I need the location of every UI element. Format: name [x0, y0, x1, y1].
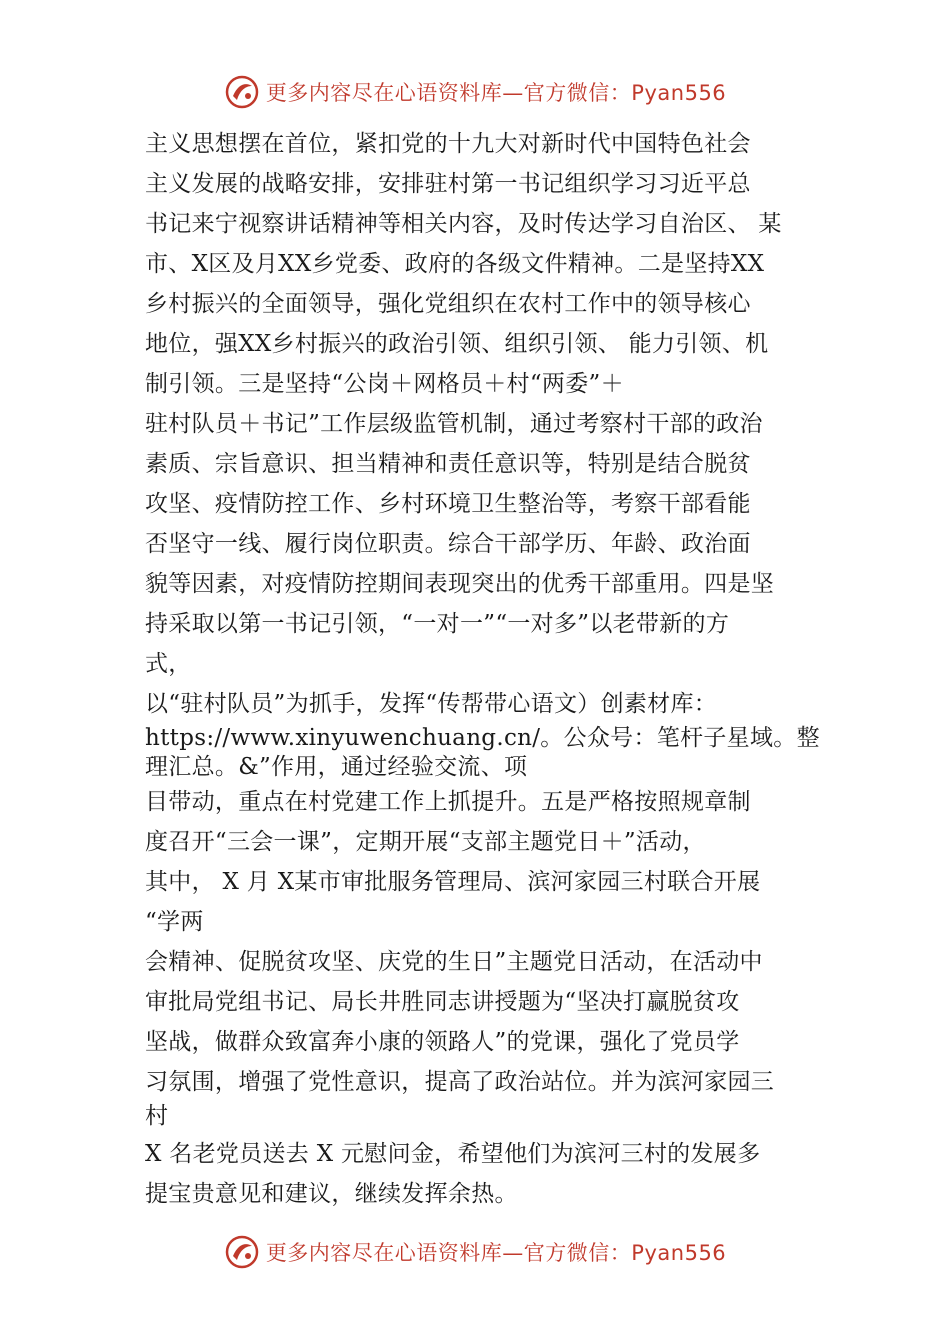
paragraph-line: 度召开“三会一课”，定期开展“支部主题党日＋”活动， — [145, 829, 706, 855]
paragraph-line: 否坚守一线、履行岗位职责。综合干部学历、年龄、政治面 — [145, 531, 751, 557]
paragraph-line: 理汇总。&”作用，通过经验交流、项 — [145, 754, 528, 780]
header-banner — [0, 72, 950, 112]
paragraph-line: 坚战，做群众致富奔小康的领路人”的党课，强化了党员学 — [145, 1029, 740, 1055]
paragraph-line: 乡村振兴的全面领导，强化党组织在农村工作中的领导核心 — [145, 291, 751, 317]
paragraph-line: 以“驻村队员”为抓手，发挥“传帮带心语文）创素材库： — [145, 691, 718, 717]
brand-logo-icon — [224, 1234, 260, 1270]
paragraph-line: “学两 — [145, 909, 204, 935]
paragraph-line: 主义思想摆在首位，紧扣党的十九大对新时代中国特色社会 — [145, 131, 751, 157]
paragraph-line: 市、X区及月XX乡党委、政府的各级文件精神。二是坚持XX — [145, 251, 765, 277]
footer-banner — [0, 1232, 950, 1272]
paragraph-line: 驻村队员＋书记”工作层级监管机制，通过考察村干部的政治 — [145, 411, 763, 437]
paragraph-line: https://www.xinyuwenchuang.cn/。公众号：笔杆子星域。整 — [145, 725, 820, 751]
banner-text: 更多内容尽在心语资料库—官方微信：Pyan556 — [265, 1241, 727, 1265]
paragraph-line: 持采取以第一书记引领，“一对一”“一对多”以老带新的方 — [145, 611, 730, 637]
paragraph-line: 提宝贵意见和建议，继续发挥余热。 — [145, 1181, 518, 1207]
paragraph-line: 目带动，重点在村党建工作上抓提升。五是严格按照规章制 — [145, 789, 751, 815]
paragraph-line: 攻坚、疫情防控工作、乡村环境卫生整治等，考察干部看能 — [145, 491, 751, 517]
paragraph-line: 习氛围，增强了党性意识，提高了政治站位。并为滨河家园三 — [145, 1069, 775, 1095]
banner-text: 更多内容尽在心语资料库—官方微信：Pyan556 — [265, 81, 727, 105]
paragraph-line: 其中， X 月 X某市审批服务管理局、滨河家园三村联合开展 — [145, 869, 761, 895]
paragraph-line: 会精神、促脱贫攻坚、庆党的生日”主题党日活动，在活动中 — [145, 949, 763, 975]
paragraph-line: 制引领。三是坚持“公岗＋网格员＋村“两委”＋ — [145, 371, 624, 397]
paragraph-line: 村 — [145, 1103, 169, 1129]
paragraph-line: 审批局党组书记、局长井胜同志讲授题为“坚决打赢脱贫攻 — [145, 989, 740, 1015]
paragraph-line: 素质、宗旨意识、担当精神和责任意识等，特别是结合脱贫 — [145, 451, 751, 477]
paragraph-line: X 名老党员送去 X 元慰问金，希望他们为滨河三村的发展多 — [145, 1141, 761, 1167]
document-body — [145, 124, 845, 1214]
paragraph-line: 主义发展的战略安排，安排驻村第一书记组织学习习近平总 — [145, 171, 751, 197]
brand-logo-icon — [224, 74, 260, 110]
paragraph-line: 书记来宁视察讲话精神等相关内容，及时传达学习自治区、 某 — [145, 211, 782, 237]
paragraph-line: 貌等因素，对疫情防控期间表现突出的优秀干部重用。四是坚 — [145, 571, 775, 597]
paragraph-line: 式， — [145, 651, 192, 677]
paragraph-line: 地位，强XX乡村振兴的政治引领、组织引领、 能力引领、机 — [145, 331, 769, 357]
